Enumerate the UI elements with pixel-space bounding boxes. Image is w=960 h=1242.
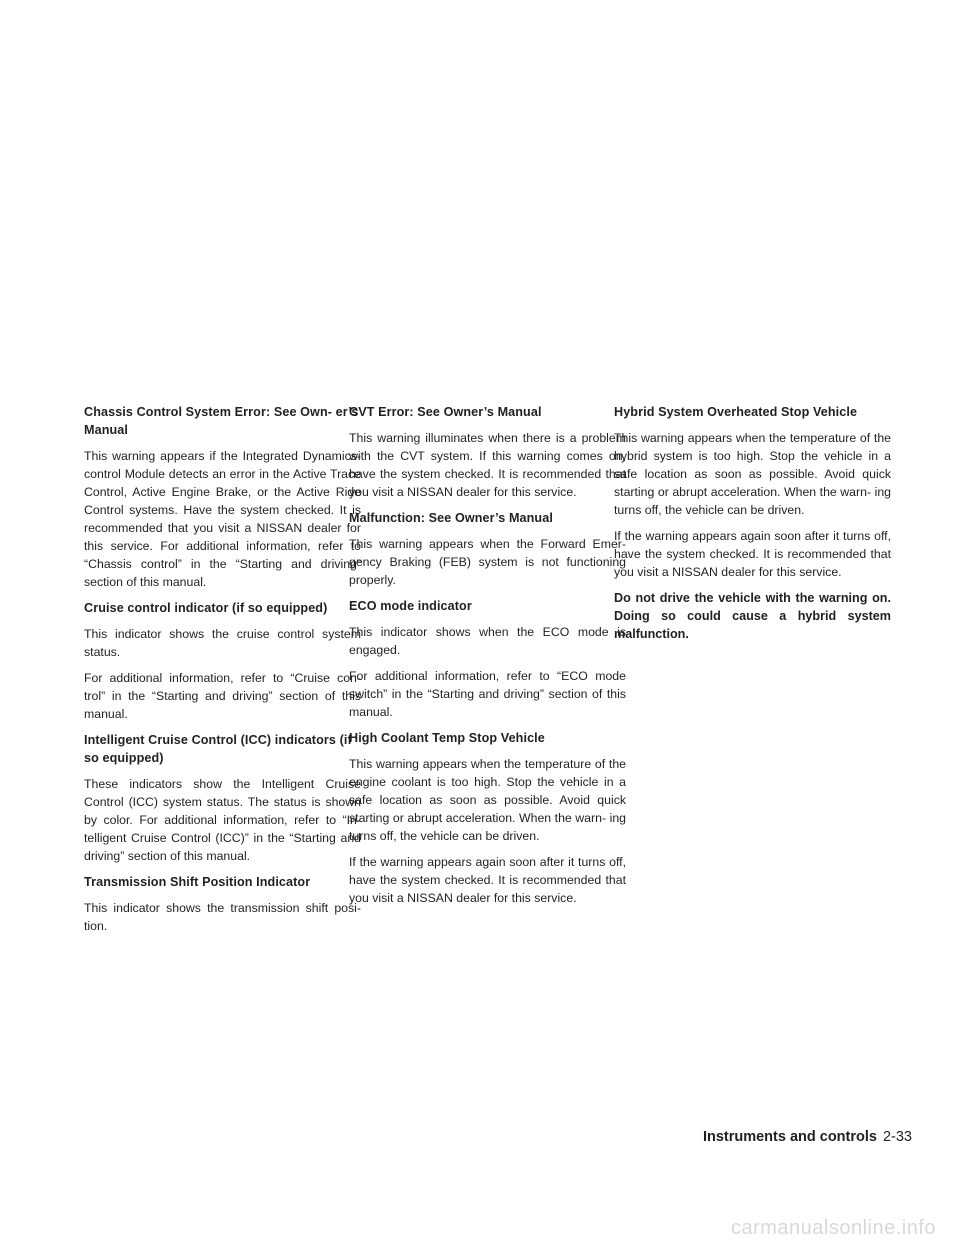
paragraph: This indicator shows when the ECO mode is engaged.	[349, 625, 626, 657]
paragraph: This indicator shows the cruise control system status.	[84, 627, 361, 659]
section-chassis-control-error	[84, 403, 361, 591]
section-heading: High Coolant Temp Stop Vehicle	[349, 731, 545, 745]
section-heading: Transmission Shift Position Indicator	[84, 875, 311, 889]
section-heading: CVT Error: See Owner’s Manual	[349, 405, 542, 419]
section-heading: ECO mode indicator	[349, 599, 472, 613]
warning-statement: Do not drive the vehicle with the warning on. Doing so could cause a hybrid system malfunction.	[614, 591, 891, 641]
paragraph: This warning illuminates when there is a problem with the CVT system. If this warning comes on, have the system checked. It is recommended that you visit a NISSAN dealer for this service.	[349, 431, 626, 499]
section-high-coolant-temp	[349, 729, 626, 907]
section-eco-mode-indicator	[349, 597, 626, 721]
paragraph: This warning appears when the temperature of the hybrid system is too high. Stop the vehicle in a safe location as soon as possible. Avoid quick starting or abrupt acceleration. When the warn- ing turns off, the vehicle can be driven.	[614, 431, 891, 517]
paragraph: This indicator shows the transmission shift posi- tion.	[84, 901, 361, 933]
section-icc-indicators	[84, 731, 361, 865]
paragraph: This warning appears if the Integrated Dynamics-control Module detects an error in the Active Trace Control, Active Engine Brake, or the Active Ride Control systems. Have the system checked. It is recommended that you visit a NISSAN dealer for this service. For additional information, refer to “Chassis control” in the “Starting and driving” section of this manual.	[84, 449, 361, 589]
paragraph: For additional information, refer to “ECO mode switch” in the “Starting and driving” section of this manual.	[349, 669, 626, 719]
footer-chapter-title: Instruments and controls	[702, 1129, 877, 1145]
paragraph: If the warning appears again soon after it turns off, have the system checked. It is recommended that you visit a NISSAN dealer for this service.	[614, 529, 891, 579]
paragraph: These indicators show the Intelligent Cruise Control (ICC) system status. The status is shown by color. For additional information, refer to “In- telligent Cruise Control (ICC)” in the “Starting and driving” section of this manual.	[84, 777, 361, 863]
section-heading: Malfunction: See Owner’s Manual	[349, 511, 553, 525]
footer-page-number: 2-33	[882, 1129, 912, 1145]
section-heading: Intelligent Cruise Control (ICC) indicators (if so equipped)	[84, 733, 352, 765]
text-column-3	[614, 403, 891, 651]
section-hybrid-system-overheated	[614, 403, 891, 581]
section-transmission-shift-indicator	[84, 873, 361, 935]
section-heading: Cruise control indicator (if so equipped)	[84, 601, 328, 615]
section-malfunction	[349, 509, 626, 589]
paragraph: This warning appears when the temperature of the engine coolant is too high. Stop the vehicle in a safe location as soon as possible. Avoid quick starting or abrupt acceleration. When the warn- ing turns off, the vehicle can be driven.	[349, 757, 626, 843]
text-column-1	[84, 403, 361, 943]
paragraph: For additional information, refer to “Cruise con- trol” in the “Starting and driving” section of this manual.	[84, 671, 361, 721]
page-footer	[703, 1127, 912, 1147]
section-cvt-error	[349, 403, 626, 501]
paragraph: If the warning appears again soon after it turns off, have the system checked. It is recommended that you visit a NISSAN dealer for this service.	[349, 855, 626, 905]
text-column-2	[349, 403, 626, 915]
section-cruise-control-indicator	[84, 599, 361, 723]
paragraph: This warning appears when the Forward Emer- gency Braking (FEB) system is not functioning properly.	[349, 537, 626, 587]
section-heading: Hybrid System Overheated Stop Vehicle	[614, 405, 858, 419]
watermark: carmanualsonline.info	[730, 1217, 936, 1239]
section-heading: Chassis Control System Error: See Own- er’s Manual	[84, 405, 359, 437]
